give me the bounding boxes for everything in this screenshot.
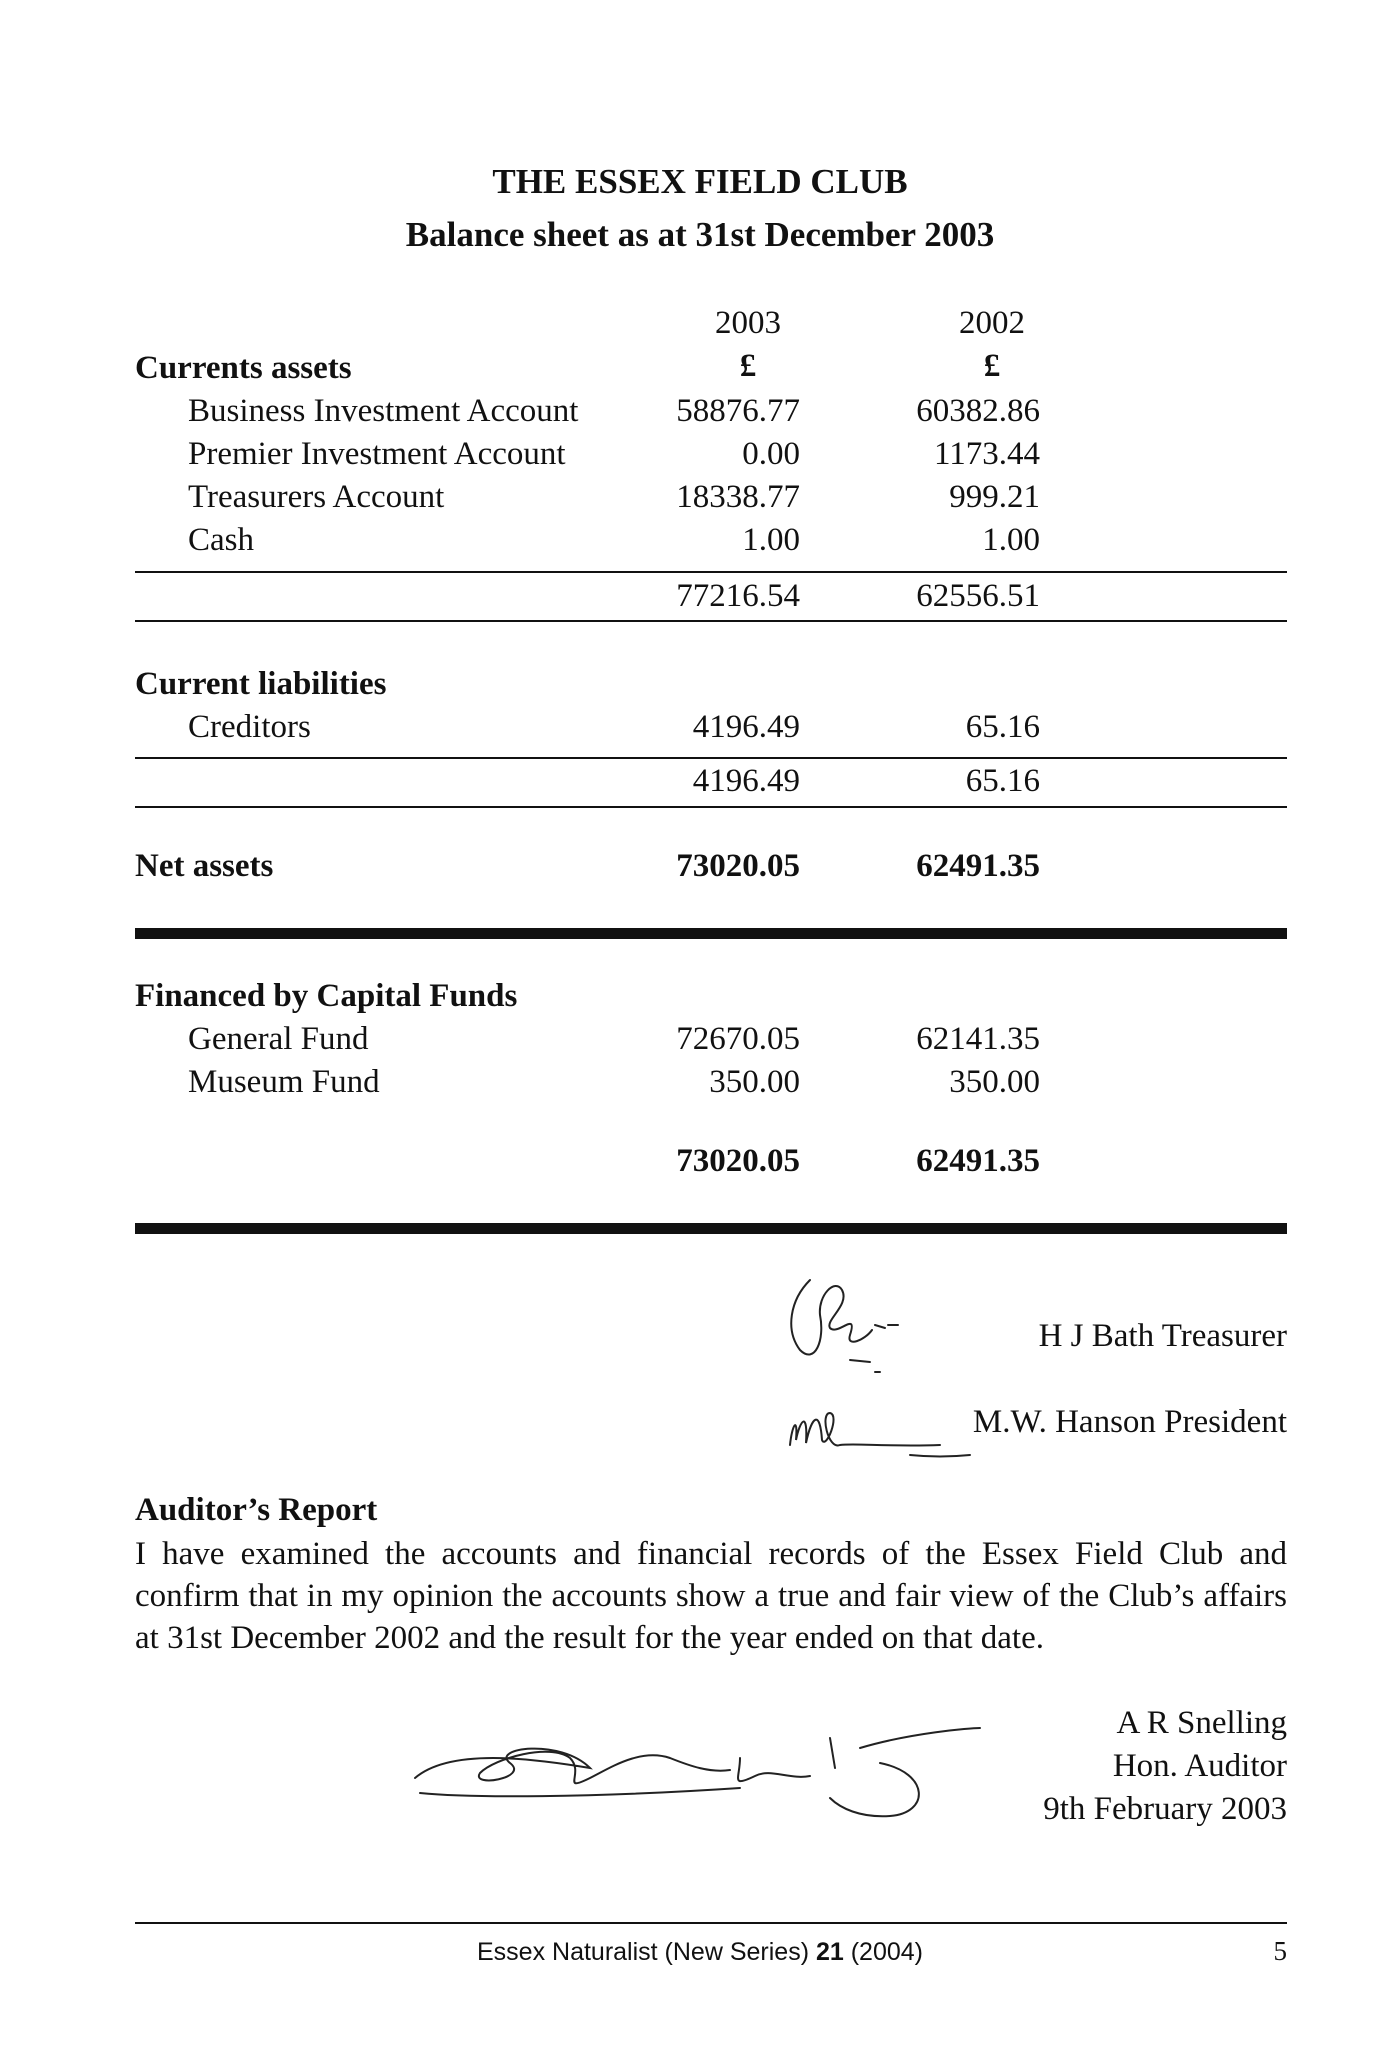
subtotal-2002: 65.16	[965, 763, 1040, 799]
section-heading-current-liabilities: Current liabilities	[135, 666, 387, 702]
net-assets-2003: 73020.05	[676, 848, 800, 884]
row-label: Premier Investment Account	[188, 436, 566, 472]
capital-total-2002: 62491.35	[916, 1143, 1040, 1179]
row-label: Treasurers Account	[188, 479, 445, 515]
row-value-2003: 72670.05	[676, 1021, 800, 1057]
subtotal-2003: 4196.49	[692, 763, 800, 799]
row-label: General Fund	[188, 1021, 369, 1057]
column-unit-2003: £	[739, 348, 757, 384]
auditor-date: 9th February 2003	[1043, 1791, 1287, 1827]
capital-total-2003: 73020.05	[676, 1143, 800, 1179]
president-name: M.W. Hanson President	[972, 1404, 1287, 1440]
subtotal-2003: 77216.54	[676, 578, 800, 614]
row-value-2003: 4196.49	[692, 709, 800, 745]
row-value-2002: 62141.35	[916, 1021, 1040, 1057]
column-year-2003: 2003	[715, 305, 781, 341]
page-number: 5	[1273, 1936, 1287, 1966]
net-assets-label: Net assets	[135, 848, 274, 884]
thick-divider	[135, 928, 1287, 939]
document-subtitle: Balance sheet as at 31st December 2003	[405, 215, 995, 254]
divider	[135, 757, 1287, 759]
document-title: THE ESSEX FIELD CLUB	[492, 162, 908, 201]
net-assets-2002: 62491.35	[916, 848, 1040, 884]
column-unit-2002: £	[983, 348, 1001, 384]
treasurer-name: H J Bath Treasurer	[1038, 1318, 1287, 1354]
row-label: Cash	[188, 522, 254, 558]
divider	[135, 620, 1287, 622]
auditor-name: A R Snelling	[1116, 1705, 1287, 1741]
row-label: Business Investment Account	[188, 393, 579, 429]
row-label: Museum Fund	[188, 1064, 380, 1100]
subtotal-2002: 62556.51	[916, 578, 1040, 614]
row-value-2002: 65.16	[965, 709, 1040, 745]
row-value-2003: 58876.77	[676, 393, 800, 429]
row-value-2002: 1173.44	[933, 436, 1040, 472]
row-value-2003: 18338.77	[676, 479, 800, 515]
auditor-role: Hon. Auditor	[1112, 1748, 1287, 1784]
footer-journal: Essex Naturalist (New Series)	[476, 1938, 810, 1966]
section-heading-current-assets: Currents assets	[135, 350, 352, 386]
row-value-2002: 1.00	[982, 522, 1040, 558]
footer-volume: 21	[815, 1938, 844, 1966]
footer-divider	[135, 1922, 1287, 1924]
section-heading-capital-funds: Financed by Capital Funds	[135, 978, 518, 1014]
footer-year: (2004)	[850, 1938, 923, 1966]
row-label: Creditors	[188, 709, 311, 745]
auditor-report-heading: Auditor’s Report	[135, 1492, 378, 1528]
row-value-2003: 0.00	[742, 436, 800, 472]
row-value-2003: 350.00	[709, 1064, 800, 1100]
divider	[135, 571, 1287, 573]
thick-divider	[135, 1223, 1287, 1234]
divider	[135, 806, 1287, 808]
auditor-report-text: I have examined the accounts and financial records of the Essex Field Club and confirm that in my opinion the accounts show a true and fair view of the Club’s affairs at 31st December 2002 and the result for the year ended on that date.	[135, 1536, 1287, 1656]
column-year-2002: 2002	[959, 305, 1025, 341]
row-value-2002: 999.21	[949, 479, 1040, 515]
row-value-2003: 1.00	[742, 522, 800, 558]
row-value-2002: 60382.86	[916, 393, 1040, 429]
row-value-2002: 350.00	[949, 1064, 1040, 1100]
